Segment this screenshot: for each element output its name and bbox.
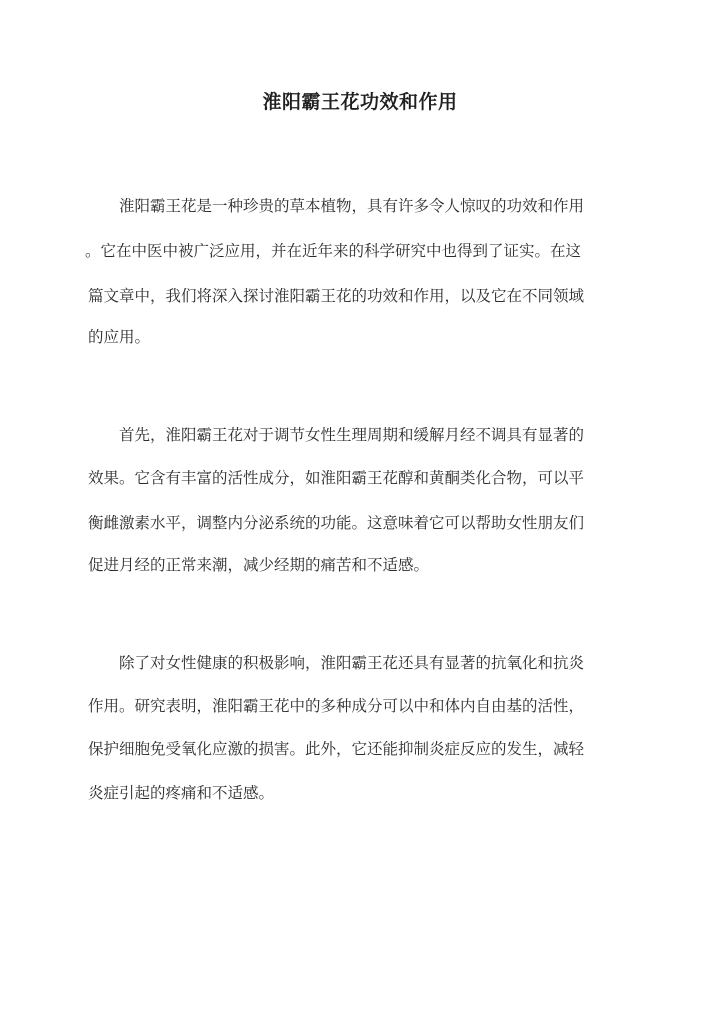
paragraph-line: 保护细胞免受氧化应激的损害。此外，它还能抑制炎症反应的发生，减轻 — [88, 740, 585, 758]
paragraph-line: 首先，淮阳霸王花对于调节女性生理周期和缓解月经不调具有显著的 — [119, 426, 585, 444]
paragraph-line: 衡雌激素水平，调整内分泌系统的功能。这意味着它可以帮助女性朋友们 — [88, 514, 585, 532]
paragraph-line: 篇文章中，我们将深入探讨淮阳霸王花的功效和作用，以及它在不同领域 — [88, 287, 585, 305]
document-title: 淮阳霸王花功效和作用 — [262, 91, 458, 113]
paragraph-line: 作用。研究表明，淮阳霸王花中的多种成分可以中和体内自由基的活性， — [88, 697, 585, 715]
paragraph-line: 淮阳霸王花是一种珍贵的草本植物，具有许多令人惊叹的功效和作用 — [119, 197, 585, 215]
paragraph-line: 炎症引起的疼痛和不适感。 — [88, 784, 275, 802]
paragraph-line: 促进月经的正常来潮，减少经期的痛苦和不适感。 — [88, 556, 430, 574]
paragraph-line: 。它在中医中被广泛应用，并在近年来的科学研究中也得到了证实。在这 — [85, 242, 582, 260]
paragraph-line: 除了对女性健康的积极影响，淮阳霸王花还具有显著的抗氧化和抗炎 — [119, 654, 585, 672]
paragraph-line: 的应用。 — [88, 328, 151, 346]
paragraph-line: 效果。它含有丰富的活性成分，如淮阳霸王花醇和黄酮类化合物，可以平 — [88, 469, 585, 487]
